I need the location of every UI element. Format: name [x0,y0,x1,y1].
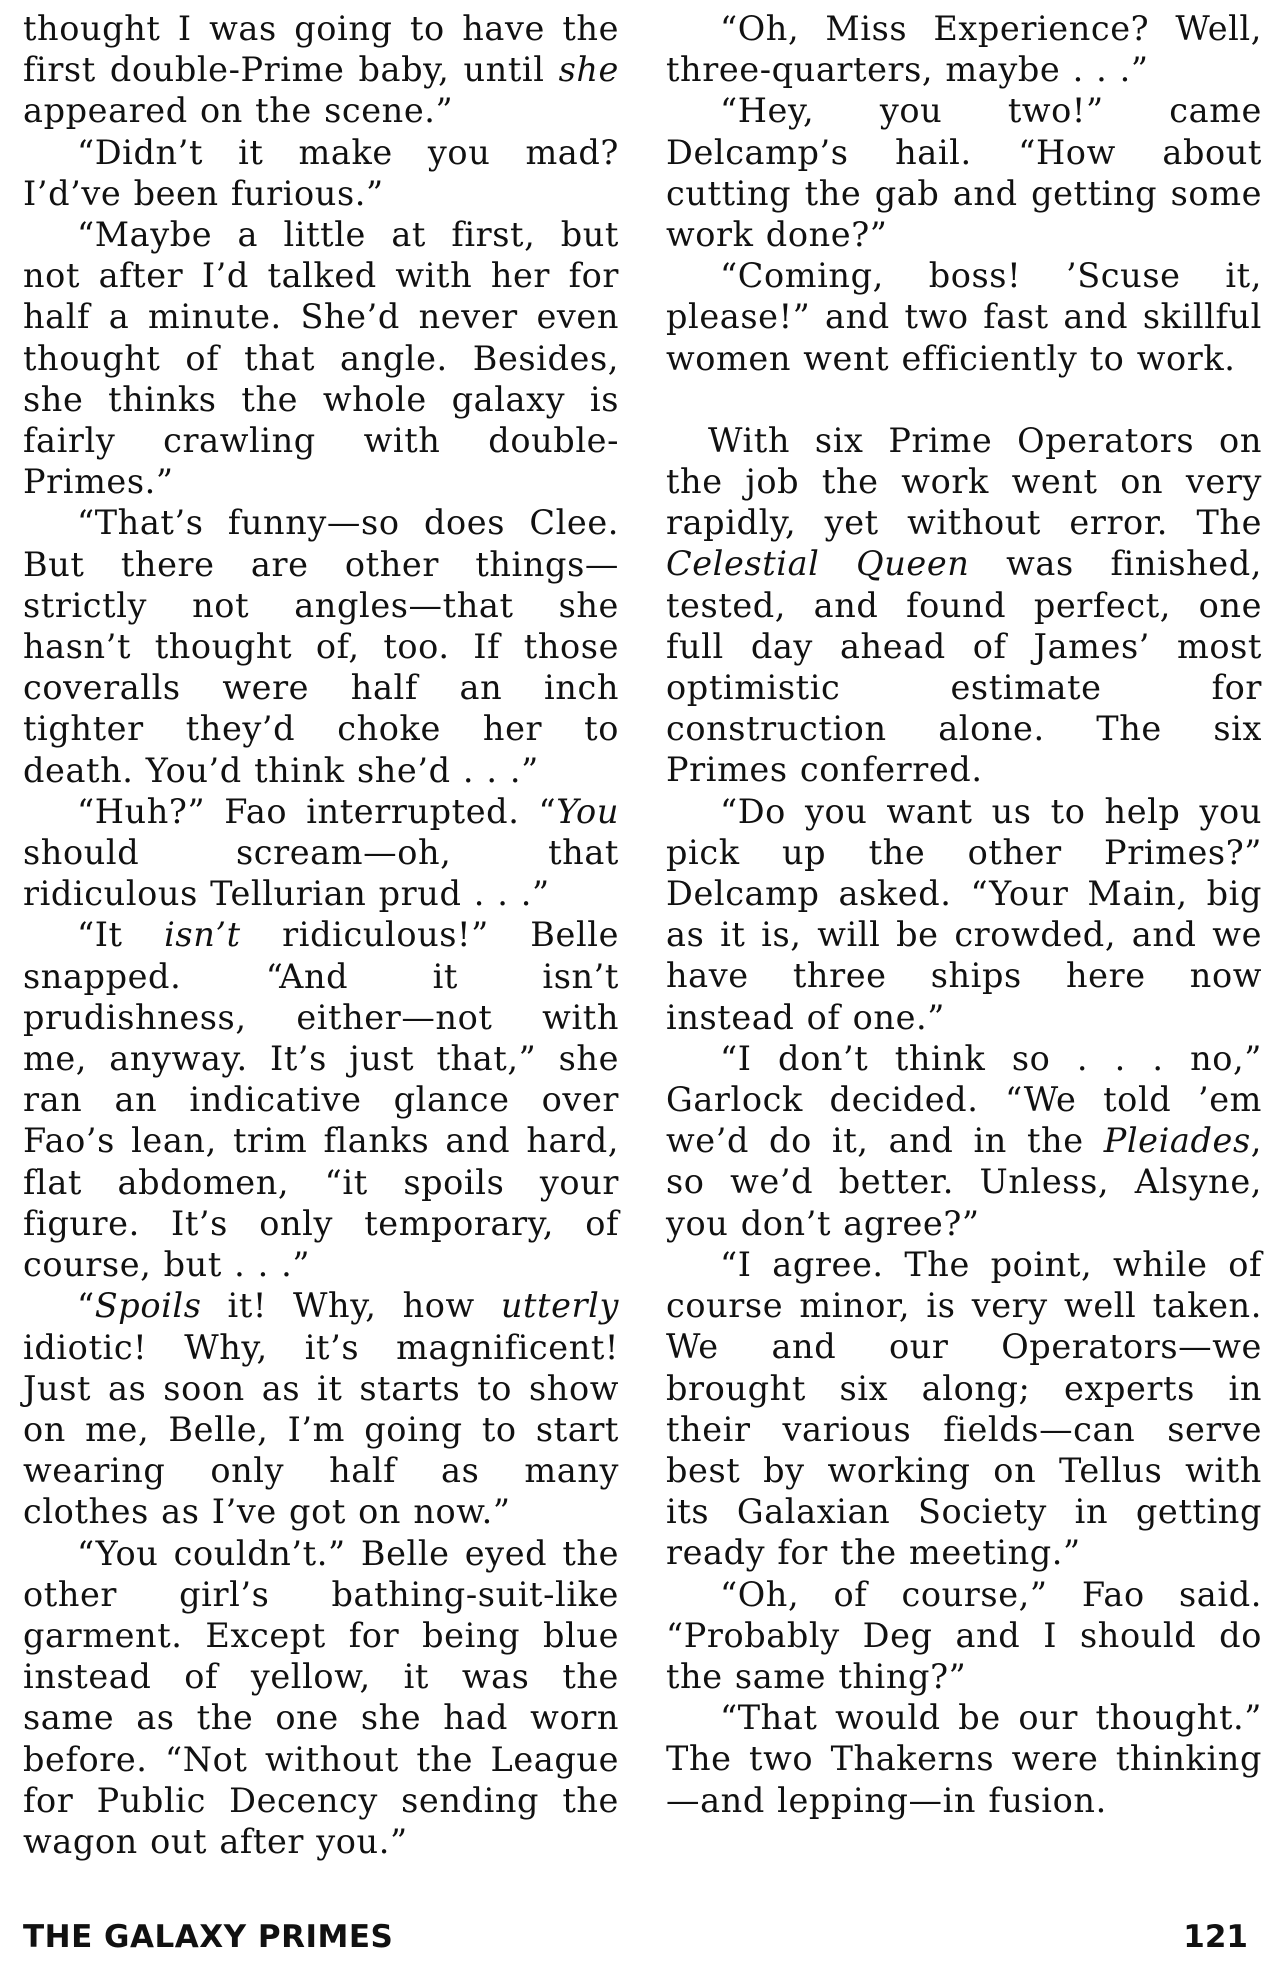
italic-text: Spoils [94,1286,202,1326]
text-run: “Oh, of course,” Fao said. “Probably Deg and I should do the same thing?” [666,1574,1262,1696]
text-run: appeared on the scene.” [23,91,454,131]
text-run: With six Prime Operators on the job the work went on very rapidly, yet without error. The [666,420,1262,543]
running-head: THE GALAXY PRIMES [23,1919,394,1955]
text-run: should scream—oh, that ridiculous Tellurian prud . . .” [23,833,619,914]
text-run: “Oh, Miss Experience? Well, three-quarters, maybe . . .” [666,9,1262,90]
paragraph [666,255,1262,379]
paragraph [23,214,619,502]
paragraph [666,90,1262,255]
text-run: “It [77,915,165,955]
italic-text: Celestial Queen [666,544,970,584]
paragraph [23,1285,619,1532]
text-run: “You couldn’t.” Belle eyed the other girl’s bathing-suit-like garment. Except for being blue instead of yellow, it was the same as the one she had worn before. “Not without the League for Public Decency sending the wagon out after you.” [23,1533,619,1861]
text-run: “Hey, you two!” came Delcamp’s hail. “How about cutting the gab and getting some work done?” [666,91,1262,255]
italic-text: she [558,50,619,90]
paragraph [23,132,619,214]
text-run: “Didn’t it make you mad? I’d’ve been furious.” [23,132,619,213]
text-run: “I agree. The point, while of course minor, is very well taken. We and our Operators—we brought six along; experts in their various fields—can serve best by working on Tellus with its Galaxian Society in getting ready for the meeting.” [666,1244,1262,1573]
text-run: “ [77,1286,95,1326]
text-run: ridiculous!” Belle snapped. “And it isn’t prudishness, either—not with me, anyway. It’s just that,” she ran an indicative glance over Fao’s lean, trim flanks and hard, flat abdomen, “it spoils your figure. It’s only temporary, of course, but . . .” [23,915,620,1285]
italic-text: You [556,791,619,831]
text-run: “That’s funny—so does Clee. But there are other things—strictly not angles—that she hasn’t thought of, too. If those coveralls were half an inch tighter they’d choke her to death. You’d think she’d . . .” [23,503,619,790]
text-run: “Maybe a little at first, but not after I’d talked with her for half a minute. She’d never even thought of that angle. Besides, she thinks the whole galaxy is fairly crawling with double-Primes.” [23,215,619,502]
text-run: idiotic! Why, it’s magnificent! Just as soon as it starts to show on me, Belle, I’m going to start wearing only half as many clothes as I’ve got on now.” [23,1327,619,1532]
text-run: thought I was going to have the first double-Prime baby, until [23,9,619,90]
paragraph [23,502,619,790]
section-paragraph [666,420,1262,791]
text-run: was finished, tested, and found perfect, one full day ahead of James’ most optimistic estimate for construction alone. The six Primes conferred. [666,544,1262,790]
left-text-column [23,8,619,1862]
paragraph [666,1574,1262,1698]
text-run: “Huh?” Fao interrupted. “ [77,791,557,831]
text-run: “I don’t think so . . . no,” Garlock decided. “We told ’em we’d do it, and in the [666,1038,1262,1161]
paragraph [23,914,619,1285]
paragraph [23,8,619,132]
italic-text: isn’t [164,915,241,955]
page-footer [23,1919,1248,1959]
text-run: “Coming, boss! ’Scuse it, please!” and two fast and skillful women went efficiently to work. [666,256,1262,378]
paragraph [666,1244,1262,1574]
italic-text: utterly [500,1286,619,1326]
text-run: “Do you want us to help you pick up the other Primes?” Delcamp asked. “Your Main, big as it is, will be crowded, and we have three ships here now instead of one.” [666,791,1262,1037]
paragraph [666,1038,1262,1244]
page-number: 121 [1183,1919,1248,1955]
paragraph [666,791,1262,1038]
paragraph [23,1533,619,1863]
text-run: , so we’d better. Unless, Alsyne, you don’t agree?” [666,1121,1262,1243]
italic-text: Pleiades [1103,1121,1251,1161]
paragraph [666,8,1262,90]
text-run: “That would be our thought.” The two Thakerns were thinking—and lepping—in fusion. [666,1698,1262,1820]
right-text-column [666,8,1262,1821]
text-run: it! Why, how [201,1286,501,1326]
paragraph [666,1697,1262,1821]
paragraph [23,791,619,915]
